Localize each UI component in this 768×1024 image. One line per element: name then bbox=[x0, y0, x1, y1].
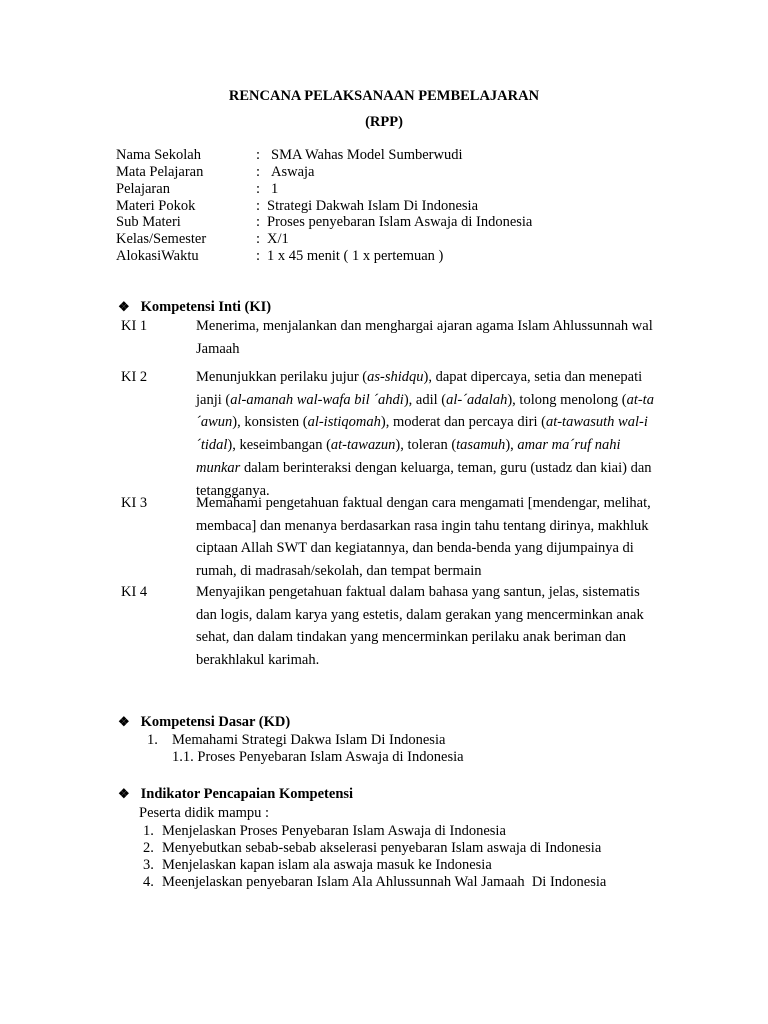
identity-separator: : bbox=[256, 198, 261, 214]
list-text: Menjelaskan kapan islam ala aswaja masuk ke Indonesia bbox=[162, 857, 492, 873]
list-number: 4. bbox=[143, 874, 154, 890]
ki-text-part: ), bbox=[505, 437, 518, 454]
identity-label: Mata Pelajaran bbox=[116, 164, 204, 180]
ki-text-term: tasamuh bbox=[456, 437, 506, 454]
diamond-bullet-icon: ❖ bbox=[118, 786, 130, 801]
list-text: Meenjelaskan penyebaran Islam Ala Ahlussunnah Wal Jamaah Di Indonesia bbox=[162, 874, 607, 890]
ki-text bbox=[196, 366, 656, 502]
identity-value: Proses penyebaran Islam Aswaja di Indonesia bbox=[267, 214, 533, 230]
kd-heading bbox=[118, 713, 290, 731]
identity-label: Materi Pokok bbox=[116, 198, 196, 214]
list-number: 2. bbox=[143, 840, 154, 856]
kd-sub-item: 1.1. Proses Penyebaran Islam Aswaja di Indonesia bbox=[172, 749, 464, 765]
ki-code: KI 1 bbox=[121, 318, 148, 334]
ipk-intro: Peserta didik mampu : bbox=[139, 805, 270, 821]
ki-text-part: dalam berinteraksi dengan keluarga, teman, guru (ustadz dan kiai) dan tetangganya. bbox=[196, 459, 652, 499]
kd-item-text: Memahami Strategi Dakwa Islam Di Indonesia bbox=[172, 732, 446, 748]
ki-text: Menyajikan pengetahuan faktual dalam bahasa yang santun, jelas, sistematis dan logis, dalam karya yang estetis, dalam gerakan yang mencerminkan anak sehat, dan dalam tindakan yang mencerminkan perilaku anak beriman dan berakhlakul karimah. bbox=[196, 584, 644, 669]
ki-text-term: at-tawazun bbox=[330, 437, 396, 454]
identity-separator: : bbox=[256, 181, 261, 197]
ki-text-term: al-amanah wal-wafa bil ´ahdi bbox=[230, 391, 404, 408]
ki-text-part: ), konsisten ( bbox=[232, 414, 308, 431]
list-text: Menjelaskan Proses Penyebaran Islam Aswaja di Indonesia bbox=[162, 823, 506, 839]
ki-text-term: al-istiqomah bbox=[307, 414, 381, 431]
list-number: 1. bbox=[143, 823, 154, 839]
ki-text-part: ), tolong menolong ( bbox=[507, 391, 627, 408]
identity-label: AlokasiWaktu bbox=[116, 248, 199, 264]
identity-label: Nama Sekolah bbox=[116, 147, 201, 163]
identity-label: Kelas/Semester bbox=[116, 231, 207, 247]
identity-label: Sub Materi bbox=[116, 214, 181, 230]
identity-separator: : bbox=[256, 231, 261, 247]
identity-value: Aswaja bbox=[271, 164, 315, 180]
ki-text-part: ), dapat dipercaya, setia dan menepati janji ( bbox=[196, 369, 643, 408]
document-subtitle: (RPP) bbox=[365, 114, 403, 130]
ki-text: Menerima, menjalankan dan menghargai ajaran agama Islam Ahlussunnah wal Jamaah bbox=[196, 318, 653, 357]
ki-text-term: at-ta´awun bbox=[196, 391, 654, 431]
ki-text-part: Menunjukkan perilaku jujur ( bbox=[196, 369, 368, 385]
identity-separator: : bbox=[256, 248, 261, 264]
ki-text-term: as-shidqu bbox=[367, 369, 424, 385]
kd-heading-text: Kompetensi Dasar (KD) bbox=[140, 714, 291, 730]
ki-text-part: ), keseimbangan ( bbox=[227, 437, 331, 454]
identity-separator: : bbox=[256, 147, 261, 163]
identity-label: Pelajaran bbox=[116, 181, 170, 197]
identity-separator: : bbox=[256, 164, 261, 180]
ki-code: KI 2 bbox=[121, 369, 148, 385]
identity-value: Strategi Dakwah Islam Di Indonesia bbox=[267, 198, 479, 214]
ipk-heading bbox=[118, 785, 353, 803]
identity-value: 1 bbox=[271, 181, 279, 197]
list-text: Menyebutkan sebab-sebab akselerasi penyebaran Islam aswaja di Indonesia bbox=[162, 840, 602, 856]
identity-value: SMA Wahas Model Sumberwudi bbox=[271, 147, 463, 163]
ipk-heading-text: Indikator Pencapaian Kompetensi bbox=[140, 786, 354, 802]
ki-text-term: at-tawasuth wal-i´tidal bbox=[196, 414, 648, 454]
list-number: 3. bbox=[143, 857, 154, 873]
identity-value: 1 x 45 menit ( 1 x pertemuan ) bbox=[267, 248, 444, 264]
ki-heading-text: Kompetensi Inti (KI) bbox=[140, 299, 272, 315]
ki-text-part: ), toleran ( bbox=[395, 437, 457, 454]
ki-text-part: ), moderat dan percaya diri ( bbox=[380, 414, 546, 431]
ki-text-term: al-´adalah bbox=[446, 391, 508, 408]
diamond-bullet-icon: ❖ bbox=[118, 299, 130, 314]
ki-text: Memahami pengetahuan faktual dengan cara mengamati [mendengar, melihat, membaca] dan menanya berdasarkan rasa ingin tahu tentang dirinya, makhluk ciptaan Allah SWT dan kegiatannya, dan benda-benda yang dijumpainya di rumah, di madrasah/sekolah, dan tempat bermain bbox=[196, 495, 651, 580]
kd-item-number: 1. bbox=[147, 732, 158, 748]
document-title: RENCANA PELAKSANAAN PEMBELAJARAN bbox=[228, 88, 540, 104]
identity-value: X/1 bbox=[267, 231, 289, 247]
diamond-bullet-icon: ❖ bbox=[118, 714, 130, 729]
ki-heading bbox=[118, 298, 271, 316]
ki-code: KI 4 bbox=[121, 584, 148, 600]
ki-text-term: amar ma´ruf nahi munkar bbox=[196, 437, 621, 476]
ki-code: KI 3 bbox=[121, 495, 148, 511]
identity-separator: : bbox=[256, 214, 261, 230]
ki-text-part: ), adil ( bbox=[403, 391, 447, 408]
